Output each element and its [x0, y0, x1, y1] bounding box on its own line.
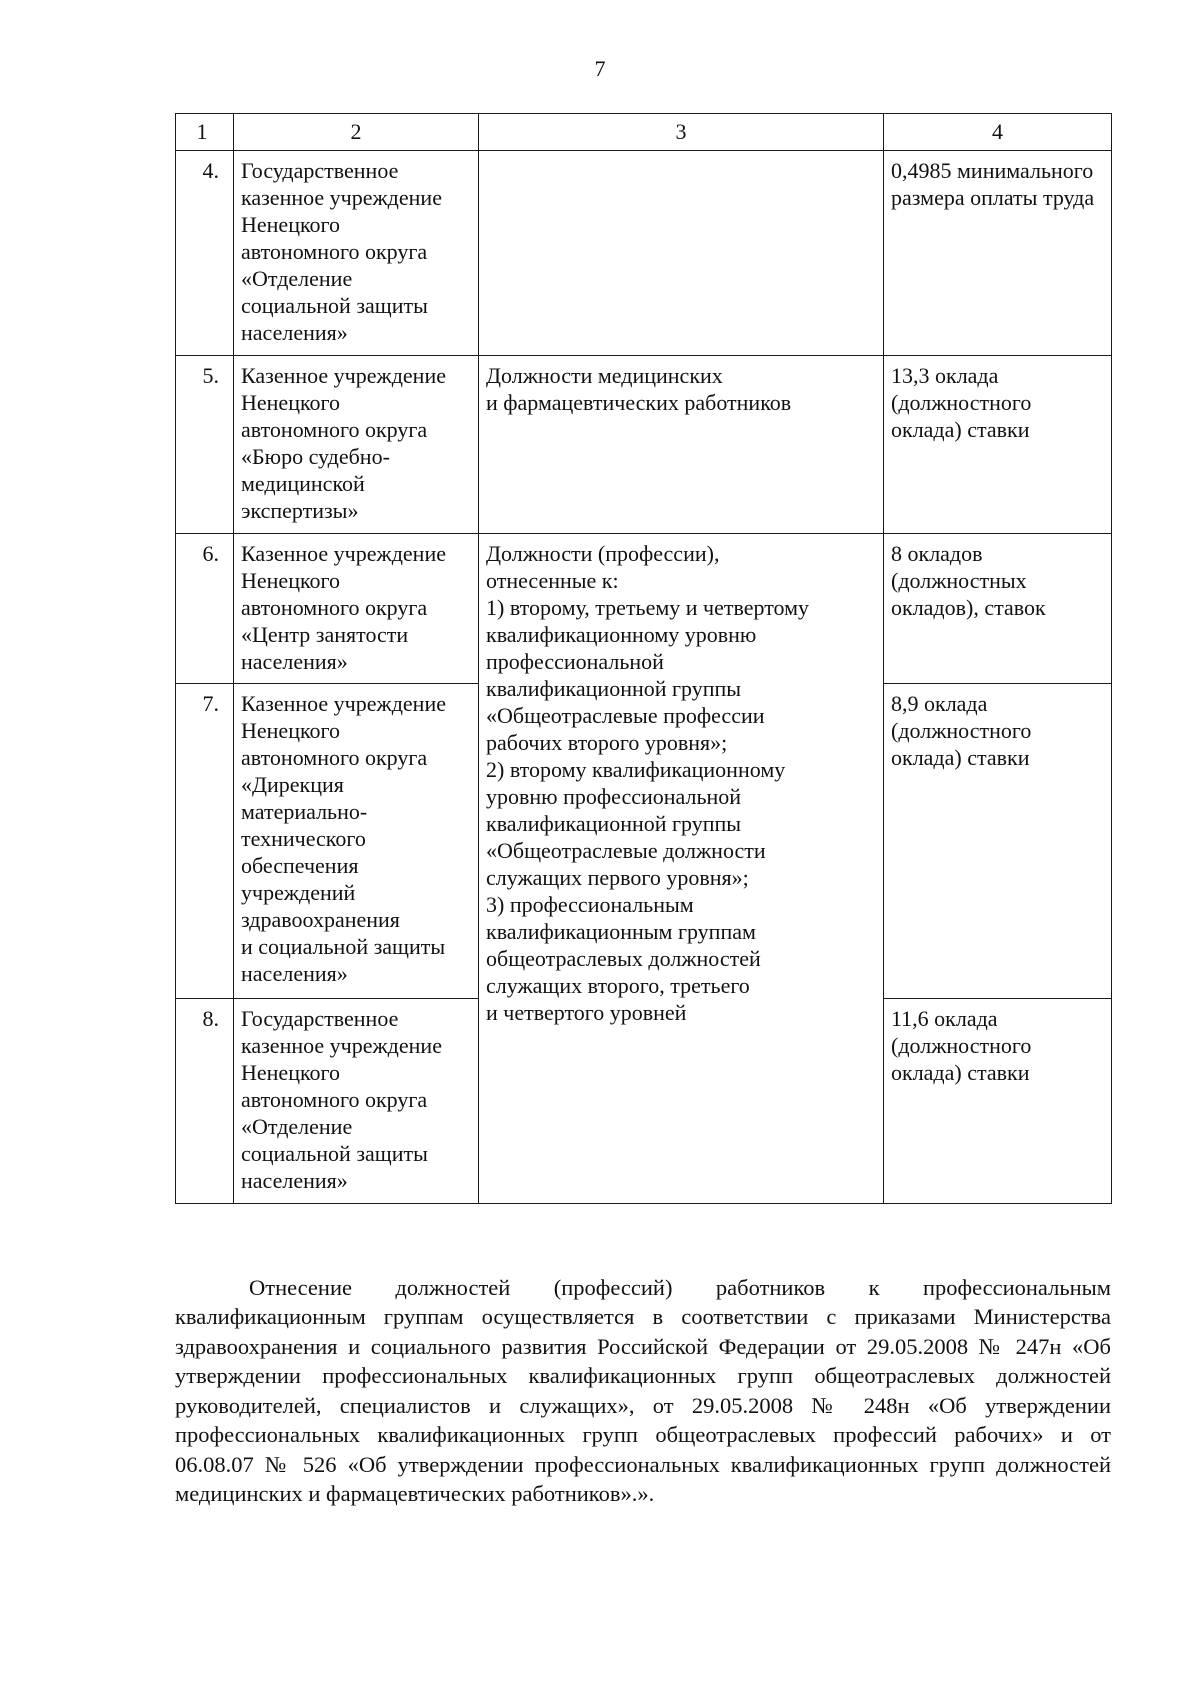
positions-cell: [479, 151, 884, 356]
rate-cell: 11,6 оклада (должностного оклада) ставки: [884, 999, 1112, 1204]
row-number: 8.: [176, 999, 234, 1204]
classification-note: Отнесение должностей (профессий) работников к профессиональным квалификационным группам осуществляется в соответствии с приказами Министерства здравоохранения и социального развития Российской Федерации от 29.05.2008 № 247н «Об утверждении профессиональных квалификационных групп общеотраслевых должностей руководителей, специалистов и служащих», от 29.05.2008 № 248н «Об утверждении профессиональных квалификационных групп общеотраслевых профессий рабочих» и от 06.08.07 № 526 «Об утверждении профессиональных квалификационных групп должностей медицинских и фармацевтических работников».».: [175, 1274, 1111, 1506]
institution-cell: Государственное казенное учреждение Ненецкого автономного округа «Отделение социальной защиты населения»: [234, 999, 479, 1204]
header-cell-3: 3: [479, 114, 884, 151]
header-cell-2: 2: [234, 114, 479, 151]
table-row: [176, 151, 1112, 356]
positions-cell: Должности медицинских и фармацевтических работников: [479, 356, 884, 534]
institution-cell: Казенное учреждение Ненецкого автономного округа «Дирекция материально- технического обеспечения учреждений здравоохранения и социальной защиты населения»: [234, 684, 479, 999]
table-row: [176, 356, 1112, 534]
positions-cell: Должности (профессии), отнесенные к: 1) второму, третьему и четвертому квалификационному уровню профессиональной квалификационной группы «Общеотраслевые профессии рабочих второго уровня»; 2) второму квалификационному уровню профессиональной квалификационной группы «Общеотраслевые должности служащих первого уровня»; 3) профессиональным квалификационным группам общеотраслевых должностей служащих второго, третьего и четвертого уровней: [479, 534, 884, 1204]
table-row: [176, 534, 1112, 684]
row-number: 4.: [176, 151, 234, 356]
rate-cell: 8,9 оклада (должностного оклада) ставки: [884, 684, 1112, 999]
institution-cell: Казенное учреждение Ненецкого автономного округа «Центр занятости населения»: [234, 534, 479, 684]
table-header-row: [176, 114, 1112, 151]
positions-table: [175, 113, 1112, 1204]
rate-cell: 8 окладов (должностных окладов), ставок: [884, 534, 1112, 684]
page-number: 7: [594, 56, 606, 81]
row-number: 5.: [176, 356, 234, 534]
institution-cell: Государственное казенное учреждение Ненецкого автономного округа «Отделение социальной защиты населения»: [234, 151, 479, 356]
header-cell-1: 1: [176, 114, 234, 151]
rate-cell: 0,4985 минимального размера оплаты труда: [884, 151, 1112, 356]
header-cell-4: 4: [884, 114, 1112, 151]
row-number: 6.: [176, 534, 234, 684]
row-number: 7.: [176, 684, 234, 999]
institution-cell: Казенное учреждение Ненецкого автономного округа «Бюро судебно- медицинской экспертизы»: [234, 356, 479, 534]
rate-cell: 13,3 оклада (должностного оклада) ставки: [884, 356, 1112, 534]
